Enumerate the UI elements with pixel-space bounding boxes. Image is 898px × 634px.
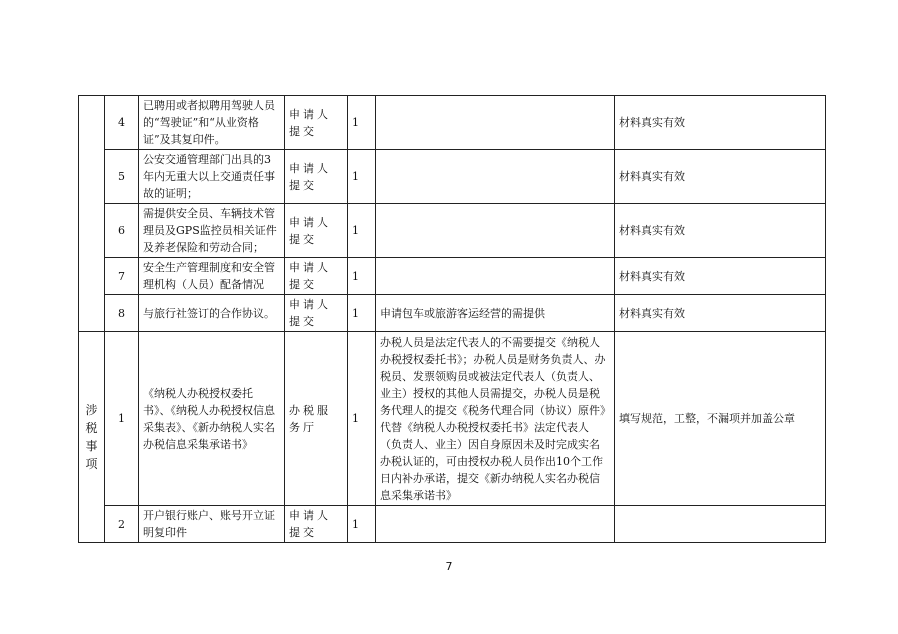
- submitter-cell: 申请人提交: [285, 96, 348, 150]
- page-number: 7: [445, 560, 453, 573]
- standard-cell: [615, 506, 826, 543]
- table-row: [79, 295, 826, 332]
- standard-cell: 填写规范，工整，不漏项并加盖公章: [615, 332, 826, 506]
- material-cell: 安全生产管理制度和安全管理机构（人员）配备情况: [139, 258, 285, 295]
- submitter-cell: 申请人提交: [285, 295, 348, 332]
- remark-cell: [376, 258, 615, 295]
- remark-cell: [376, 96, 615, 150]
- count-cell: 1: [348, 506, 376, 543]
- material-cell: 公安交通管理部门出具的3年内无重大以上交通责任事故的证明；: [139, 150, 285, 204]
- submitter-cell: 申请人提交: [285, 150, 348, 204]
- standard-cell: 材料真实有效: [615, 204, 826, 258]
- standard-cell: 材料真实有效: [615, 96, 826, 150]
- material-cell: 《纳税人办税授权委托书》、《纳税人办税授权信息采集表》、《新办纳税人实名办税信息采集承诺书》: [139, 332, 285, 506]
- row-number: 1: [105, 332, 139, 506]
- count-cell: 1: [348, 332, 376, 506]
- remark-cell: 申请包车或旅游客运经营的需提供: [376, 295, 615, 332]
- material-cell: 已聘用或者拟聘用驾驶人员的“驾驶证”和“从业资格证”及其复印件。: [139, 96, 285, 150]
- category-label: 涉税事项: [85, 403, 98, 471]
- count-cell: 1: [348, 295, 376, 332]
- remark-cell: [376, 506, 615, 543]
- submitter-cell: 办税服务厅: [285, 332, 348, 506]
- count-cell: 1: [348, 258, 376, 295]
- material-cell: 开户银行账户、账号开立证明复印件: [139, 506, 285, 543]
- table-row: [79, 96, 826, 150]
- row-number: 6: [105, 204, 139, 258]
- row-number: 4: [105, 96, 139, 150]
- material-cell: 需提供安全员、车辆技术管理员及GPS监控员相关证件及养老保险和劳动合同；: [139, 204, 285, 258]
- standard-cell: 材料真实有效: [615, 295, 826, 332]
- category-cell: [79, 332, 105, 543]
- table-row: [79, 204, 826, 258]
- remark-cell: [376, 204, 615, 258]
- requirements-table: [78, 95, 826, 543]
- category-cell-empty: [79, 96, 105, 332]
- row-number: 7: [105, 258, 139, 295]
- remark-cell: [376, 150, 615, 204]
- table-row: [79, 332, 826, 506]
- standard-cell: 材料真实有效: [615, 258, 826, 295]
- count-cell: 1: [348, 204, 376, 258]
- submitter-cell: 申请人提交: [285, 506, 348, 543]
- table-row: [79, 150, 826, 204]
- standard-cell: 材料真实有效: [615, 150, 826, 204]
- row-number: 2: [105, 506, 139, 543]
- submitter-cell: 申请人提交: [285, 258, 348, 295]
- row-number: 5: [105, 150, 139, 204]
- count-cell: 1: [348, 150, 376, 204]
- row-number: 8: [105, 295, 139, 332]
- table-row: [79, 258, 826, 295]
- table-row: [79, 506, 826, 543]
- submitter-cell: 申请人提交: [285, 204, 348, 258]
- material-cell: 与旅行社签订的合作协议。: [139, 295, 285, 332]
- count-cell: 1: [348, 96, 376, 150]
- remark-cell: 办税人员是法定代表人的不需要提交《纳税人办税授权委托书》；办税人员是财务负责人、办税员、发票领购员或被法定代表人（负责人、业主）授权的其他人员需提交，办税人员是税务代理人的提交《税务代理合同（协议）原件》代替《纳税人办税授权委托书》法定代表人（负责人、业主）因自身原因未及时完成实名办税认证的，可由授权办税人员作出10个工作日内补办承诺，提交《新办纳税人实名办税信息采集承诺书》: [376, 332, 615, 506]
